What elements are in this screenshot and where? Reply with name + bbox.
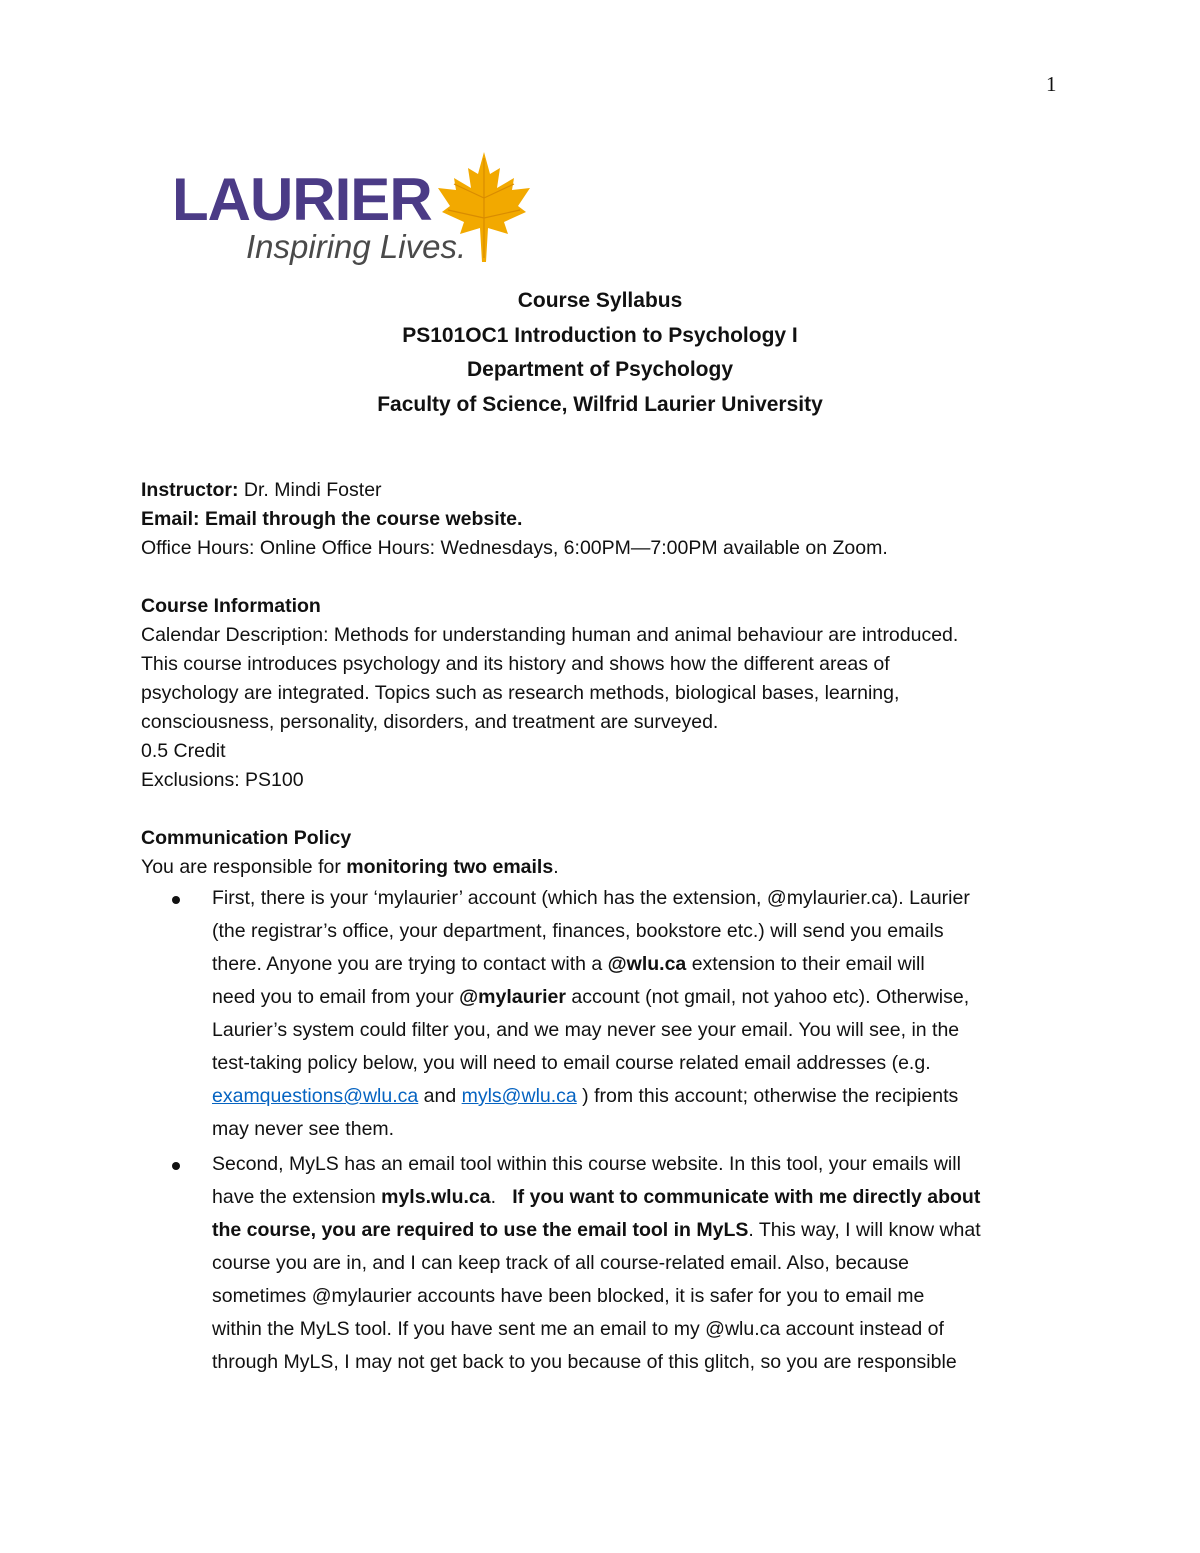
- bullet-line: may never see them.: [212, 1118, 395, 1140]
- bullet-line: [212, 1080, 1101, 1113]
- bullet-icon: [172, 1162, 180, 1170]
- bullet-myls: [141, 1148, 1101, 1379]
- laurier-logo: [172, 148, 532, 278]
- intro-suffix: .: [553, 856, 559, 878]
- bullet-line: through MyLS, I may not get back to you because of this glitch, so you are responsible: [212, 1351, 957, 1373]
- bullet-line: [212, 1214, 1101, 1247]
- bullet-line: Laurier’s system could filter you, and we may never see your email. You will see, in the: [212, 1019, 960, 1041]
- title-course-code: PS101OC1 Introduction to Psychology I: [402, 323, 798, 347]
- course-info-heading: Course Information: [141, 595, 321, 617]
- intro-bold: monitoring two emails: [346, 856, 554, 878]
- title-faculty: Faculty of Science, Wilfrid Laurier University: [377, 392, 823, 416]
- bullet-icon: [172, 896, 180, 904]
- bullet-line: First, there is your ‘mylaurier’ account (which has the extension, @mylaurier.ca). Laurier: [212, 887, 970, 909]
- credit-line: 0.5 Credit: [141, 740, 226, 762]
- text-span: extension to their email will: [686, 953, 925, 975]
- logo-tagline: Inspiring Lives.: [246, 228, 467, 265]
- description-line: This course introduces psychology and its history and shows how the different areas of: [141, 653, 890, 675]
- logo-wordmark: LAURIER: [172, 166, 432, 233]
- text-span: ) from this account; otherwise the recipients: [576, 1085, 959, 1107]
- communication-bullets: [141, 882, 1101, 1379]
- page-number: 1: [1046, 72, 1057, 96]
- text-span: need you to email from your: [212, 986, 460, 1008]
- email-label: Email:: [141, 508, 205, 530]
- bullet-line: (the registrar’s office, your department, finances, bookstore etc.) will send you emails: [212, 920, 944, 942]
- syllabus-body: [141, 476, 1101, 1381]
- text-span: have the extension: [212, 1186, 382, 1208]
- bullet-line: [212, 1181, 1101, 1214]
- syllabus-title: [0, 284, 1200, 422]
- text-span: account (not gmail, not yahoo etc). Otherwise,: [565, 986, 970, 1008]
- text-span: and: [418, 1085, 462, 1107]
- instructor-label: Instructor:: [141, 479, 239, 501]
- instructor-line: [141, 476, 1101, 505]
- title-department: Department of Psychology: [466, 358, 734, 381]
- examquestions-email-link[interactable]: examquestions@wlu.ca: [212, 1085, 419, 1107]
- instructor-value: Dr. Mindi Foster: [238, 479, 382, 501]
- myls-email-link[interactable]: myls@wlu.ca: [461, 1085, 577, 1107]
- bullet-line: sometimes @mylaurier accounts have been blocked, it is safer for you to email me: [212, 1285, 925, 1307]
- bullet-line: course you are in, and I can keep track of all course-related email. Also, because: [212, 1252, 909, 1274]
- exclusions-line: Exclusions: PS100: [141, 769, 304, 791]
- email-line: [141, 505, 1101, 534]
- text-span: . This way, I will know what: [748, 1219, 981, 1241]
- description-line: psychology are integrated. Topics such as research methods, biological bases, learning,: [141, 682, 900, 704]
- text-span: there. Anyone you are trying to contact with a: [212, 953, 608, 975]
- email-value: Email through the course website.: [204, 508, 523, 530]
- communication-intro: [141, 853, 1101, 882]
- bullet-line: within the MyLS tool. If you have sent me an email to my @wlu.ca account instead of: [212, 1318, 944, 1340]
- bullet-line: [212, 948, 1101, 981]
- intro-prefix: You are responsible for: [141, 856, 347, 878]
- office-hours-line: Office Hours: Online Office Hours: Wednesdays, 6:00PM—7:00PM available on Zoom.: [141, 537, 888, 559]
- communication-heading: Communication Policy: [141, 827, 352, 849]
- mylaurier-extension: @mylaurier: [459, 986, 566, 1008]
- description-line: consciousness, personality, disorders, and treatment are surveyed.: [141, 711, 719, 733]
- text-span: .: [490, 1186, 513, 1208]
- bullet-line: [212, 981, 1101, 1014]
- maple-leaf-icon: [434, 148, 534, 266]
- wlu-extension: @wlu.ca: [607, 953, 687, 975]
- myls-extension: myls.wlu.ca: [381, 1186, 491, 1208]
- title-course-syllabus: Course Syllabus: [517, 289, 683, 312]
- requirement-bold: the course, you are required to use the email tool in MyLS: [212, 1219, 749, 1241]
- bullet-line: Second, MyLS has an email tool within this course website. In this tool, your emails will: [212, 1153, 961, 1175]
- bullet-line: test-taking policy below, you will need to email course related email addresses (e.g.: [212, 1052, 931, 1074]
- requirement-bold: If you want to communicate with me directly about: [512, 1186, 981, 1208]
- bullet-mylaurier: [141, 882, 1101, 1146]
- description-line: Calendar Description: Methods for understanding human and animal behaviour are introduced.: [141, 624, 959, 646]
